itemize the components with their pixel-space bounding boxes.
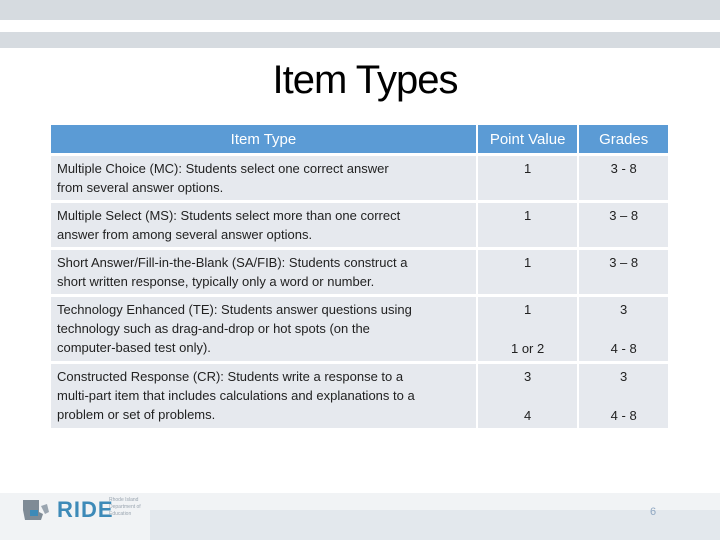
point-value-cell: 1 [477, 249, 578, 296]
table-row [51, 296, 668, 363]
grades-cell: 3 – 8 [578, 202, 668, 249]
point-value-cell: 1 1 or 2 [477, 296, 578, 363]
item-type-cell: Constructed Response (CR): Students write a response to a multi-part item that includes calculations and explanations to a problem or set of problems. [51, 363, 477, 429]
top-decor-bar-lower [0, 32, 720, 48]
grades-cell: 3 4 - 8 [578, 363, 668, 429]
point-value-cell: 1 [477, 202, 578, 249]
col-header-item-type: Item Type [51, 125, 477, 155]
table-row [51, 202, 668, 249]
item-type-cell: Short Answer/Fill-in-the-Blank (SA/FIB): Students construct a short written response, typically only a word or number. [51, 249, 477, 296]
item-type-name: Multiple Select (MS): [57, 208, 177, 223]
item-type-cell: Multiple Select (MS): Students select more than one correct answer from among several answer options. [51, 202, 477, 249]
grades-cell: 3 – 8 [578, 249, 668, 296]
top-decor-bar [0, 0, 720, 20]
point-value-cell: 1 [477, 155, 578, 202]
grades-cell: 3 - 8 [578, 155, 668, 202]
item-types-table [51, 125, 668, 428]
item-type-name: Technology Enhanced (TE): [57, 302, 218, 317]
rhode-island-map-icon [17, 498, 55, 522]
point-value-cell: 3 4 [477, 363, 578, 429]
logo-subtext: Rhode Island Department of Education [109, 497, 141, 517]
grades-cell: 3 4 - 8 [578, 296, 668, 363]
table-row [51, 155, 668, 202]
page-number: 6 [650, 506, 657, 518]
col-header-point-value: Point Value [477, 125, 578, 155]
logo-text: RIDE [57, 497, 114, 522]
footer-decor-bar [150, 510, 720, 540]
col-header-grades: Grades [578, 125, 668, 155]
ride-logo [13, 494, 151, 526]
item-type-cell: Technology Enhanced (TE): Students answer questions using technology such as drag-and-drop or hot spots (on the computer-based test only). [51, 296, 477, 363]
item-type-name: Short Answer/Fill-in-the-Blank (SA/FIB): [57, 255, 286, 270]
table-row [51, 363, 668, 429]
item-type-name: Constructed Response (CR): [57, 369, 224, 384]
item-type-cell: Multiple Choice (MC): Students select one correct answer from several answer options. [51, 155, 477, 202]
slide-title: Item Types [272, 58, 458, 102]
item-type-name: Multiple Choice (MC): [57, 161, 182, 176]
table-header-row [51, 125, 668, 155]
table-row [51, 249, 668, 296]
